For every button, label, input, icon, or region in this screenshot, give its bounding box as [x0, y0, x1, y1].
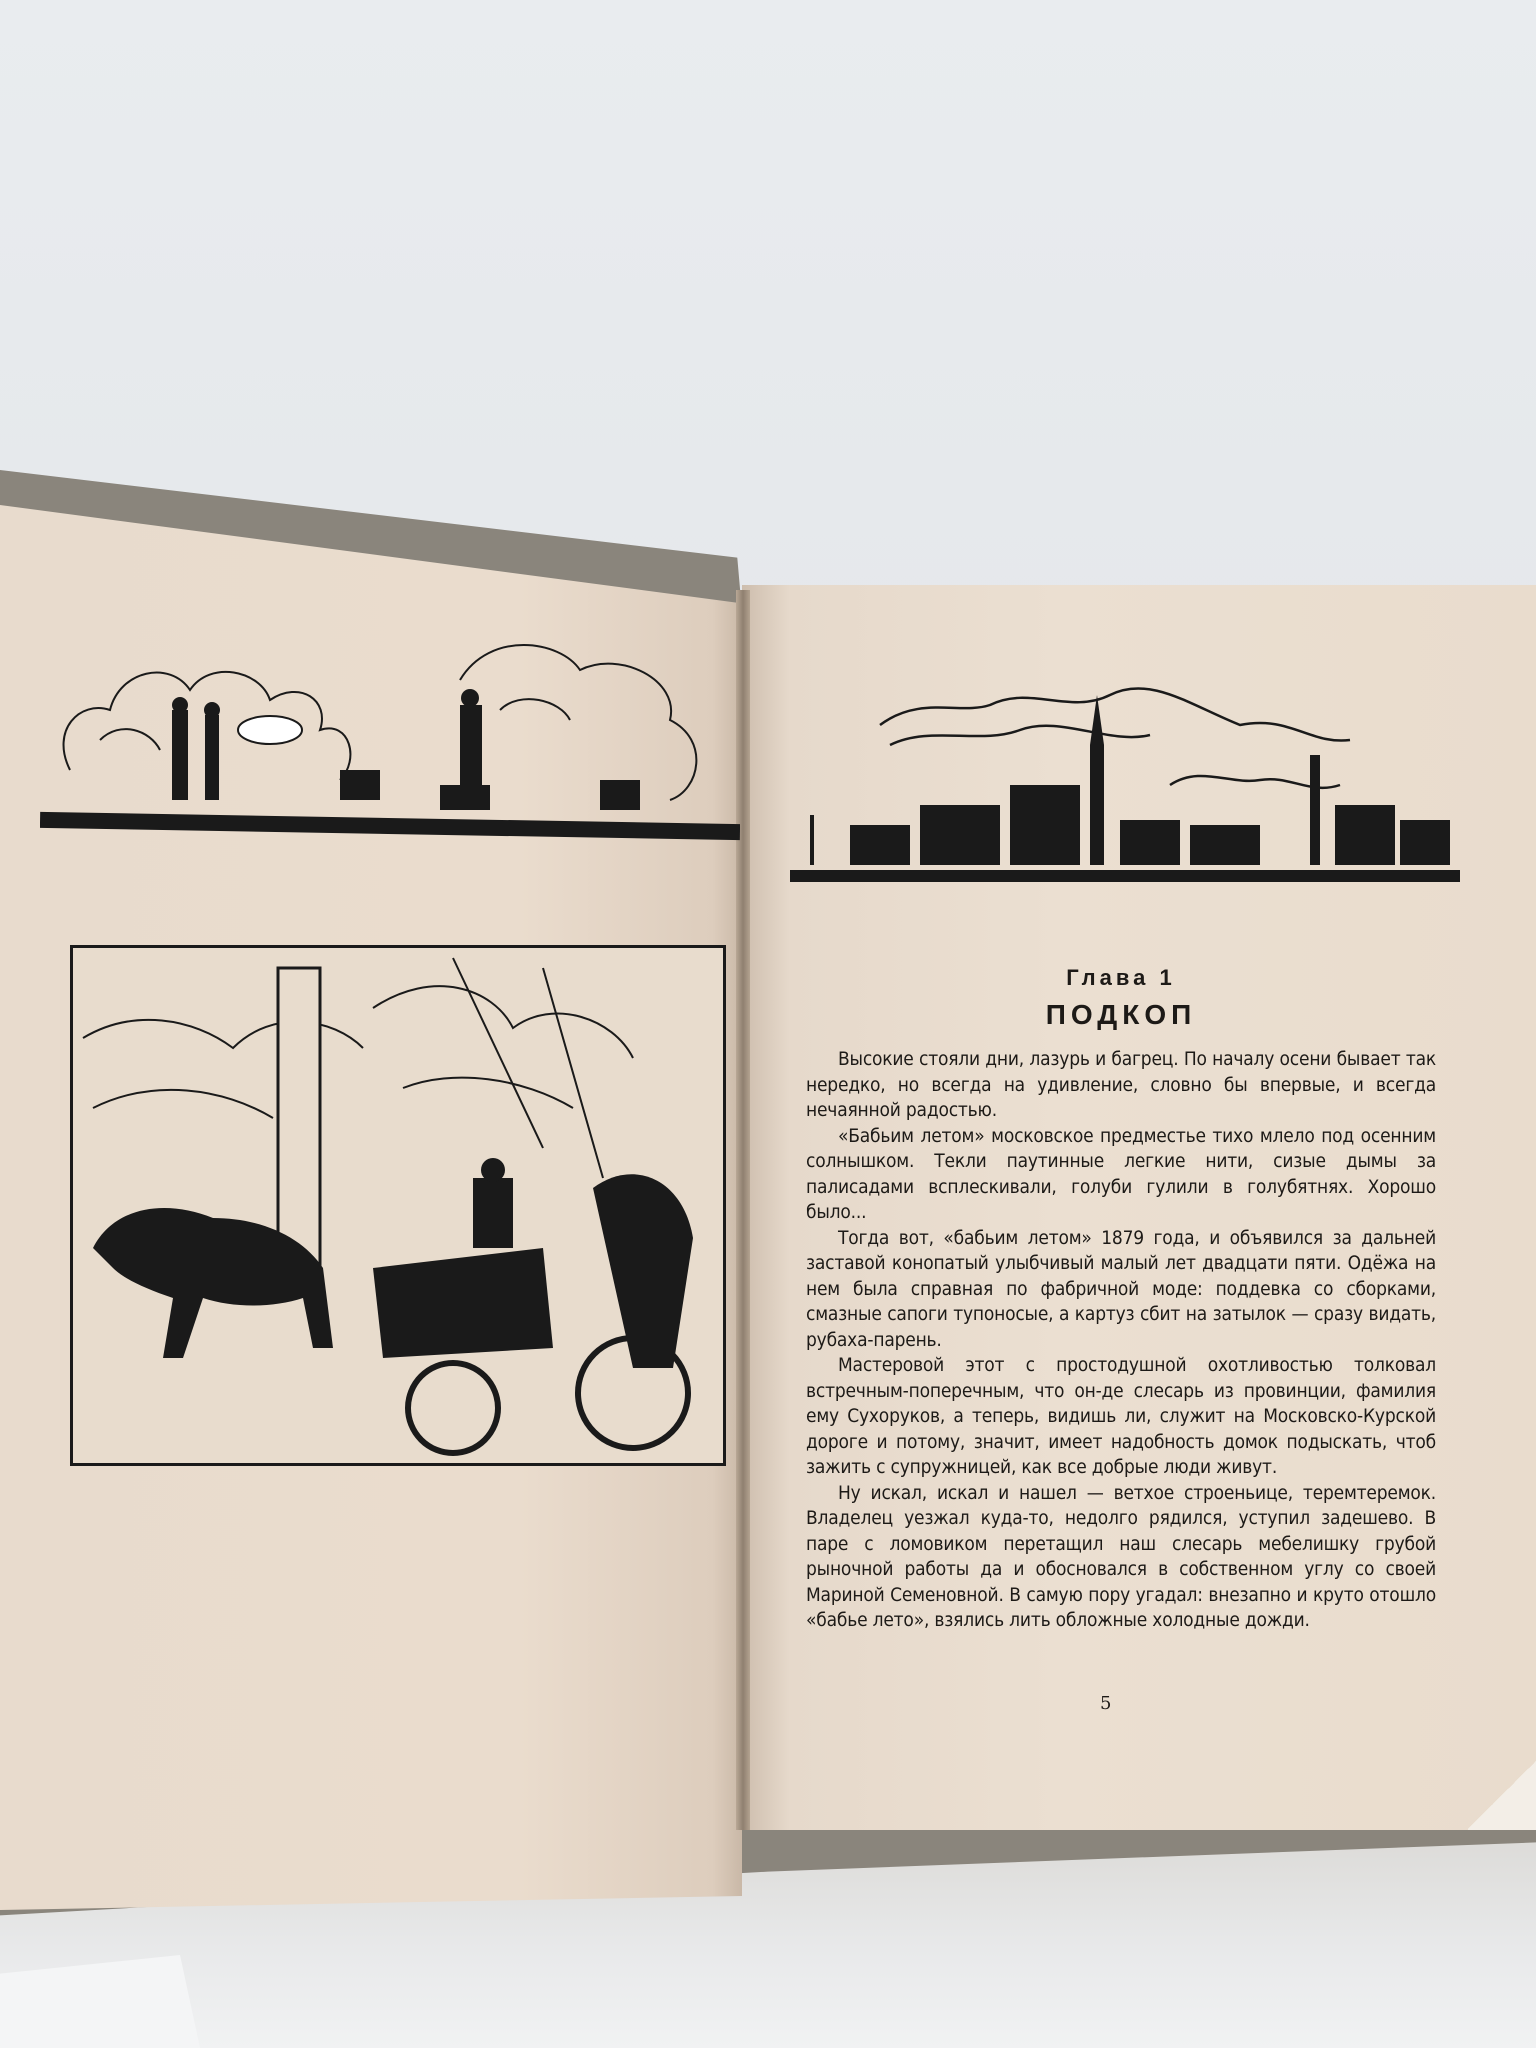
paragraph-5: Ну искал, искал и нашел — ветхое строеньице, теремтеремок. Владелец уезжал куда-то, недолго рядился, уступил задешево. В паре с ломовиком перетащил наш слесарь мебелишку грубой рыночной работы да и обосновался в собственном углу со своей Мариной Семеновной. В самую пору угадал: внезапно и круто отошло «бабье лето», взялись лить обложные холодные дожди.: [806, 1481, 1436, 1631]
page-corner-curl: [1468, 1760, 1536, 1830]
picnic-illustration: [40, 620, 740, 860]
paragraph-1: Высокие стояли дни, лазурь и багрец. По началу осени бывает так нередко, но всегда на удивление, словно бы впервые, и всегда нечаянной радостью.: [806, 1048, 1436, 1121]
chapter-text-block: [806, 965, 1436, 1634]
paragraph-3: Тогда вот, «бабьим летом» 1879 года, и объявился за дальней заставой конопатый улыбчивый малый лет двадцати пяти. Одёжа на нем была справная по фабричной моде: поддевка со сборками, смазные сапоги тупоносые, а картуз сбит на затылок — сразу видать, рубаха-парень.: [806, 1226, 1436, 1351]
chapter-title: ПОДКОП: [1045, 999, 1197, 1030]
page-number: 5: [1100, 1693, 1112, 1714]
paragraph-4: Мастеровой этот с простодушной охотливостью толковал встречным-поперечным, что он-де слесарь из провинции, фамилия ему Сухоруков, а теперь, видишь ли, служит на Московско-Курской дороге и потому, значит, имеет надобность домок подыскать, чтоб зажить с супружницей, как все добрые люди живут.: [806, 1354, 1436, 1478]
paragraph-2: «Бабьим летом» московское предместье тихо млело под осенним солнышком. Текли паутинные легкие нити, сизые дымы за палисадами всплескивали, голуби гулили в голубятнях. Хорошо было...: [806, 1124, 1436, 1223]
chapter-body: [806, 1047, 1436, 1634]
carriage-illustration: [70, 945, 726, 1466]
chapter-label: Глава 1: [1066, 965, 1176, 990]
city-skyline-illustration: [790, 655, 1460, 895]
